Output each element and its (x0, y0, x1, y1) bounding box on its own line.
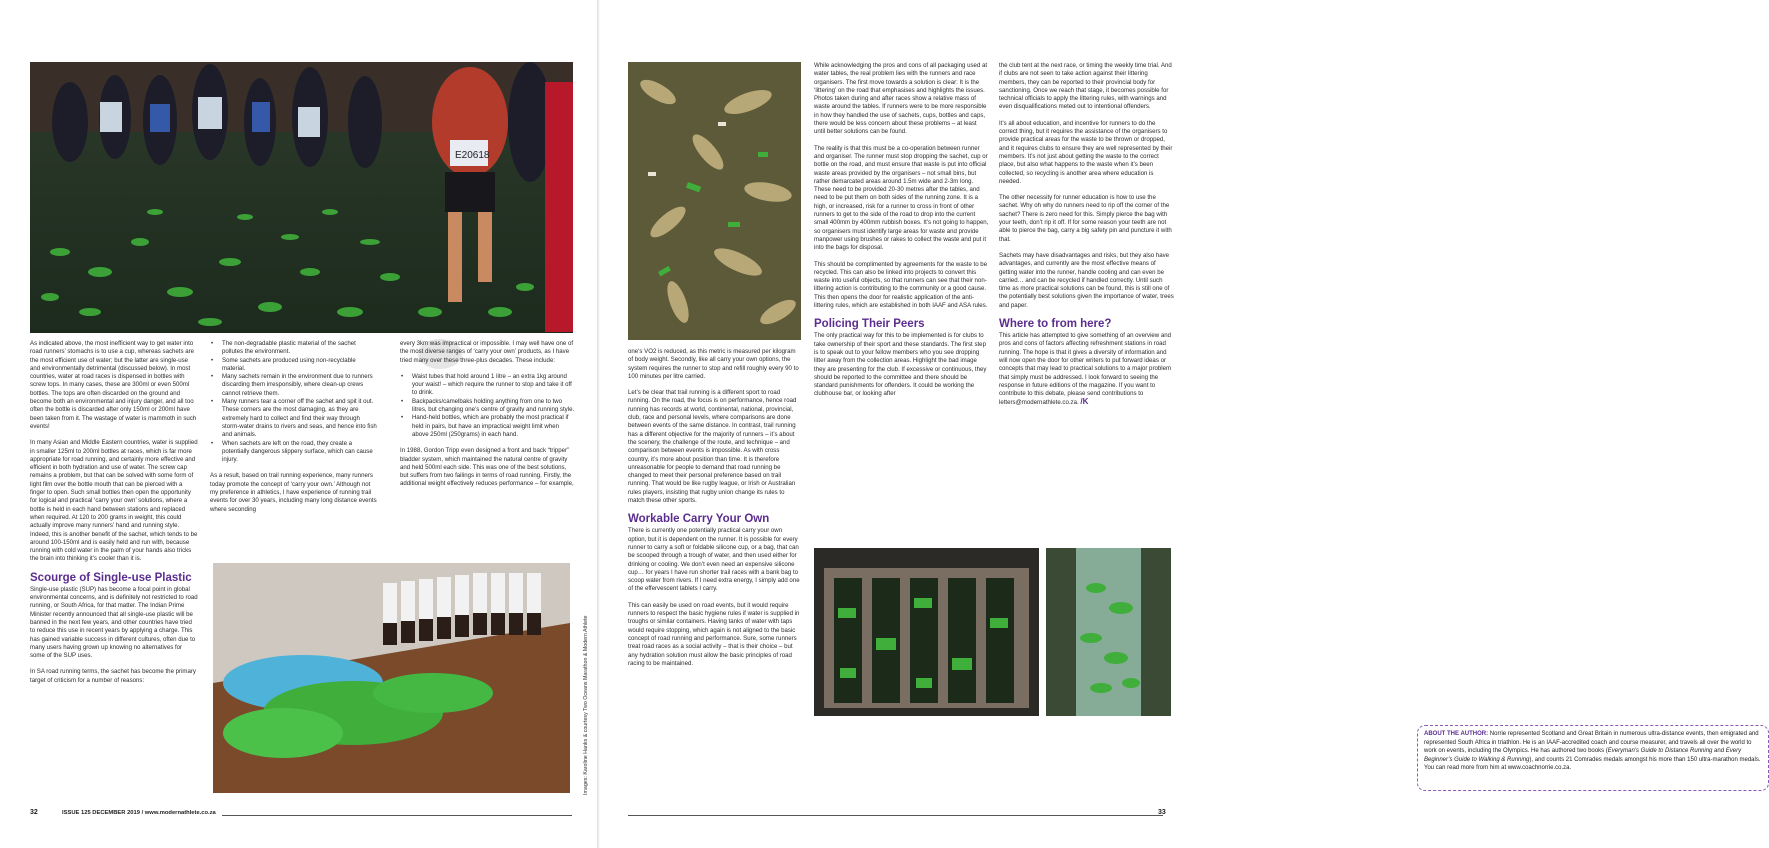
sachets-table-photo (213, 563, 570, 793)
book-title: Everyman’s Guide to Distance Running (1607, 748, 1713, 755)
right-column-2 (814, 62, 989, 540)
svg-text:E20618: E20618 (455, 150, 490, 161)
paragraph: Single-use plastic (SUP) has become a focal point in global environmental concerns, and is definitely not restricted to road running, or South Africa, for that matter. The Indian Prime Minister recently announced that all single-use plastic will be banned in the next few years, and other countries have tried to reduce this use in recent years by applying a charge. This has gained variable success in different cultures, often due to many users having grown up knowing no alternatives for some of the SUP uses. (30, 585, 198, 660)
right-page (600, 0, 1761, 848)
drain-grate-photo (814, 548, 1039, 716)
paragraph: There is currently one potentially practical carry your own option, but it is dependent on the runner. It is possible for every runner to carry a soft or foldable silicone cup, or a bag, that can be scooped through a trough of water, and then used either for drinking or cooling. We don’t even need an expensive silicone cup… for years I have run shorter trail races with a bank bag to scoop water from rivers. If I need extra energy, I simply add one of the effervescent tablets I carry. (628, 527, 800, 593)
left-column-3 (400, 340, 575, 555)
list-item: • The non-degradable plastic material of the sachet pollutes the environment. (210, 340, 378, 357)
runners-race-photo (30, 62, 573, 333)
book-title: Every Beginner’s Guide to Walking & Running (1424, 748, 1742, 763)
section-heading-policing-their-peers: Policing Their Peers (814, 318, 925, 331)
paragraph: While acknowledging the pros and cons of all packaging used at water tables, the real problem lies with the runners and race organisers. The first move towards a solution is clear: It is the ‘littering’ on the road that emphasises and highlights the issues. Photos taken during and after races show a relative mass of waste around the tables. If runners were to be more responsible in how they handled the use of sachets, cups, bottles and caps, there would be less concern about these problems – at least until better solutions can be found. (814, 62, 988, 136)
paragraph: the club tent at the next race, or timing the weekly time trial. And if clubs are not seen to take action against their littering members, they can be reported to their provincial body for sanctioning. Once we reach that stage, it becomes possible for technical officials to apply the littering rules, with warnings and even disqualifications meted out to intentional offenders. (999, 62, 1172, 111)
left-column-1 (30, 340, 198, 800)
bottle-sachets-photo (1046, 548, 1171, 716)
list-item: • Some sachets are produced using non-recyclable material. (210, 357, 378, 374)
right-column-1 (628, 348, 800, 798)
paragraph: In SA road running terms, the sachet has become the primary target of criticism for a number of reasons: (30, 668, 196, 684)
paragraph: As indicated above, the most inefficient way to get water into road runners’ stomachs is to use a cup, whereas sachets are the most efficient use of water; but the latter are single-use and environmentally detrimental (discussed below). In most countries, water at road races is dispensed in bottles with screw tops. In many cases, these are 300ml or even 500ml bottles. The tops are often discarded on the ground and become both an environmental and injury danger, and all too often the bottle is discarded after only 150ml or 200ml have been taken from it. The wastage of water is mammoth in such events! (30, 340, 197, 430)
footer-rule (628, 815, 1163, 816)
paragraph: Sachets may have disadvantages and risks, but they also have advantages, and currently are the most effective means of getting water into the runner, handle cooling and can even be carried… and can be recycled if handled correctly. Until such time as more practical solutions can be found, this is still one of the potentially best solutions given the importance of water, trees and paper. (999, 251, 1174, 309)
photo-credit: Images: Karoline Hanks & courtesy Two Oceans Marathon & Modern Athlete (583, 615, 589, 795)
issue-info: ISSUE 125 DECEMBER 2019 / www.modernathlete.co.za (62, 810, 216, 816)
list-item: • Many runners tear a corner off the sachet and spit it out. These corners are the most damaging, as they are extremely hard to collect and find their way through storm-water drains to rivers and seas, and hence into fish and animals. (210, 398, 378, 439)
author-bio-and: and (1712, 748, 1726, 755)
page-number: 32 (30, 809, 38, 816)
left-page (0, 0, 600, 848)
author-bio: Norrie represented Scotland and Great Britain in numerous ultra-distance events, then emigrated and represented South Africa in triathlon. He is an IAAF-accredited coach and course measurer, and travels all over the world to work on events, including the Olympics. He has authored two books ( (1424, 731, 1759, 755)
paragraph: In many Asian and Middle Eastern countries, water is supplied in smaller 125ml to 200ml bottles at races, which is far more appropriate for road running, and certainly more effective and efficient in both hydration and use of water. The screw cap remains a problem, but that can be solved with some form of light film over the bottle mouth that can be pierced with a finger to open. Such small bottles then open the opportunity for logical and practical ‘carry your own’ solutions, where a bottle is held in each hand between stations and replaced when required. At 120 to 200 grams in weight, this could actually improve many runners’ hand and running style. Indeed, this is another benefit of the sachet, which tends to be around 100-150ml and is easily held and run with, because running with cold water in the palm of your hands also tricks the brain into thinking it’s cooler than it is. (30, 439, 198, 563)
paragraph: This can easily be used on road events, but it would require runners to respect the basic hygiene rules if water is supplied in troughs or similar containers. Having tanks of water with taps would require stopping, which again is not aligned to the basic concept of road running and performance. Sure, some runners treat road races as a social activity – that is their choice – but any hydration solution must allow the basic principles of road racing to be maintained. (628, 601, 800, 667)
section-heading-where-to-from-here: Where to from here? (999, 318, 1112, 331)
list-item: • Hand-held bottles, which are probably the most practical if held in pairs, but have an impractical weight limit when above 250ml (250grams) in each hand. (400, 414, 575, 439)
paragraph: It’s all about education, and incentive for runners to do the correct thing, but it requires the assistance of the organisers to provide practical areas for the waste to be thrown or dropped, and it requires clubs to ensure they are well represented by their members. It’s not just about getting the waste to the correct place, but also what happens to the waste when it’s been collected, so recycling is another area where education is needed. (999, 119, 1173, 185)
paragraph: This should be complimented by agreements for the waste to be recycled. This can also be linked into projects to convert this waste into useful objects, so that runners can see that their non-littering action is contributing to the community or a good cause. This then opens the door for realistic application of the anti-littering rules, which are established in both IAAF and ASA rules. (814, 260, 988, 310)
paragraph: every 3km was impractical or impossible. I may well have one of the most diverse ranges of ‘carry your own’ products, as I have tried many over these three-plus decades. These include: (400, 340, 574, 364)
paragraph: The reality is that this must be a co-operation between runner and organiser. The runner must stop dropping the sachet, cup or bottle on the road, and must ensure that waste is put into official waste areas provided by the organisers – not small bins, but rather demarcated areas around 1.5m wide and 2-3m long. These need to be provided 20-30 metres after the tables, and need to be put them on both sides of the running zone. It is a high, or increased, risk for a runner to cross in front of other runners to get to the side of the road to drop into the current small 400mm by 400mm rubbish boxes. It’s not going to happen, so organisers must identify large areas for waste and provide manpower using brushes or rakes to collect the waste and put it into the bags for disposal. (814, 144, 989, 252)
list-item: • When sachets are left on the road, they create a potentially dangerous slippery surface, which can cause injury. (210, 440, 378, 465)
author-bio: ), and counts 21 Comrades medals amongst his more than 150 ultra-marathon medals. You can read more from him at www.coachnorrie.co.za. (1424, 756, 1761, 772)
list-item: • Waist tubes that hold around 1 litre – an extra 1kg around your waist! – which require the runner to stop and take it off to drink. (400, 373, 575, 398)
right-column-3 (999, 62, 1174, 540)
paragraph: one’s VO2 is reduced, as this metric is measured per kilogram of body weight. Secondly, like all carry your own options, the system requires the runner to stop and refill roughly every 90 to 100 minutes per litre carried. (628, 348, 799, 380)
bullet-list (210, 340, 378, 464)
page-number: 33 (1158, 809, 1166, 816)
litter-leaves-photo (628, 62, 801, 340)
section-heading-single-use-plastic: Scourge of Single-use Plastic (30, 571, 192, 584)
closing-paragraph: This article has attempted to give something of an overview and pros and cons of factors affecting refreshment stations in road running. The hope is that it gives a diversity of information and will now open the door for other writers to put forward ideas or concepts that may lead to practical solutions to a major problem that simply must be addressed. I look forward to seeing the response in future editions of the magazine. If you want to contribute to this debate, please send contributions to letters@modernathlete.co.za. (999, 332, 1172, 407)
paragraph: The other necessity for runner education is how to use the sachet. Why oh why do runners need to rip off the corner of the sachet? There is zero need for this. Simply pierce the bag with your teeth, don’t rip it off. If for some reason your teeth are not able to pierce the bag, carry a big safety pin and puncture it with that. (999, 194, 1172, 243)
list-item: • Many sachets remain in the environment due to runners discarding them irresponsibly, where clean-up crews cannot retrieve them. (210, 373, 378, 398)
paragraph: As a result, based on trail running experience, many runners today promote the concept of ‘carry your own.’ Although not my preference in athletics, I have experience of running trail events for over 30 years, including many long distance events where seconding (210, 472, 377, 513)
paragraph (999, 332, 1174, 408)
end-mark-logo: /K (1080, 397, 1089, 407)
author-label: ABOUT THE AUTHOR: (1424, 731, 1489, 737)
bullet-list (400, 373, 575, 439)
list-item: • Backpacks/camelbaks holding anything from one to two litres, but changing one’s centre of gravity and running style. (400, 398, 575, 415)
paragraph: Let’s be clear that trail running is a different sport to road running. On the road, the focus is on performance, hence road running has records at world, continental, national, provincial, club, race and personal levels, where comparisons are done between events of the same distance. In contrast, trail running has a different objective for the majority of runners – it’s about the scenery, the challenge of the route, and technique – and comparison between events is impossible. As with cross country, it’s more about position than time. It is therefore unreasonable for people to demand that road running be changed to meet their personal preference based on trail running. That would be like rugby league, or Irish or Australian rules players, insisting that rugby union change its rules to match these other sports. (628, 389, 797, 505)
footer-rule (222, 815, 572, 816)
section-heading-workable-carry-your-own: Workable Carry Your Own (628, 513, 770, 526)
paragraph: The only practical way for this to be implemented is for clubs to take ownership of their sport and these standards. The first step is to speak out to your fellow members who you see dropping litter away from the collection areas. Highlight the bad image they are presenting for the club. If excessive or continuous, they should be reported to the committee and there should be standard punishments for offenders. It could be working the clubhouse bar, or looking after (814, 332, 987, 398)
paragraph: In 1988, Gordon Tripp even designed a front and back “tripper” bladder system, which maintained the natural centre of gravity and held 500ml each side. This was one of the best solutions, but suffers from two failings in terms of road running. Firstly, the additional weight effectively reduces performance – for example, (400, 447, 574, 488)
about-the-author-box (1417, 725, 1769, 791)
left-column-2 (210, 340, 378, 550)
